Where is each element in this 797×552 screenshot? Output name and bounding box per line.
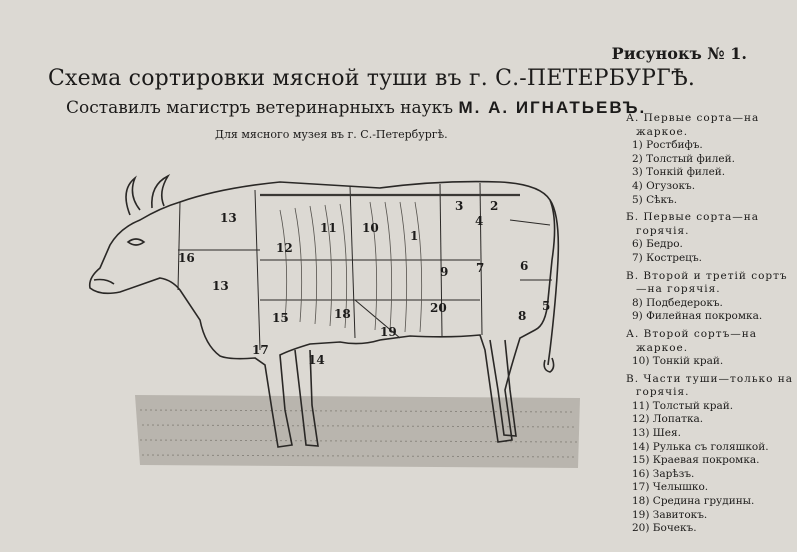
region-label: 13: [220, 211, 237, 225]
region-label: 6: [520, 259, 529, 273]
region-label: 18: [334, 307, 351, 321]
legend-item: 20) Бочекъ.: [632, 522, 697, 535]
region-label: 20: [430, 301, 447, 315]
ground: [135, 395, 580, 468]
page-title: Схема сортировки мясной туши въ г. С.-ПЕТЕРБУРГѢ.: [48, 66, 696, 91]
legend-item: 1) Ростбифъ.: [632, 139, 703, 152]
region-label: 8: [518, 309, 527, 323]
region-label: 2: [490, 199, 499, 213]
legend-item: 15) Краевая покромка.: [632, 454, 760, 467]
region-label: 14: [308, 353, 325, 367]
region-labels: [178, 199, 550, 367]
legend-heading: Б. Первые сорта—на горячія.: [626, 211, 760, 237]
cow-diagram: [80, 150, 590, 480]
legend-heading: В. Второй и третій сортъ—на горячія.: [626, 269, 788, 296]
legend-group: [626, 211, 796, 265]
legend-item: 18) Средина грудины.: [632, 495, 755, 508]
region-label: 15: [272, 311, 289, 325]
subtitle-prefix: Составилъ магистръ ветеринарныхъ наукъ: [66, 98, 454, 118]
legend-heading: А. Первые сорта—на жаркое.: [626, 112, 760, 138]
region-label: 10: [362, 221, 379, 235]
legend-item: 2) Толстый филей.: [632, 152, 735, 165]
legend-group: [626, 112, 796, 207]
region-label: 4: [475, 214, 484, 228]
legend-group: [626, 270, 796, 324]
legend-heading: В. Части туши—только на горячія.: [626, 372, 794, 399]
legend-item: 9) Филейная покромка.: [632, 310, 763, 323]
legend: [626, 108, 796, 536]
region-label: 17: [252, 343, 269, 357]
region-label: 19: [380, 325, 397, 339]
region-label: 1: [410, 229, 419, 243]
legend-item: 4) Огузокъ.: [632, 179, 696, 192]
legend-group: [626, 373, 796, 536]
region-label: 5: [542, 299, 551, 313]
legend-item: 12) Лопатка.: [632, 413, 704, 426]
region-label: 9: [440, 265, 449, 279]
museum-note: Для мясного музея въ г. С.-Петербургѣ.: [215, 128, 448, 141]
author-name: М. А. ИГНАТЬЕВЪ.: [458, 98, 647, 117]
region-label: 3: [455, 199, 464, 213]
legend-item: 17) Челышко.: [632, 481, 709, 494]
region-label: 11: [320, 221, 337, 235]
legend-item: 14) Рулька съ голяшкой.: [632, 440, 769, 453]
legend-item: 16) Зарѣзъ.: [632, 467, 695, 480]
legend-item: 19) Завитокъ.: [632, 508, 708, 521]
legend-item: 7) Кострецъ.: [632, 251, 702, 264]
legend-item: 3) Тонкій филей.: [632, 166, 726, 179]
legend-heading: А. Второй сортъ—на жаркое.: [626, 327, 758, 354]
legend-item: 11) Толстый край.: [632, 399, 734, 412]
legend-item: 6) Бедро.: [632, 238, 683, 251]
legend-group: [626, 328, 796, 369]
legend-item: 13) Шея.: [632, 427, 681, 440]
figure-label: Рисунокъ № 1.: [611, 44, 747, 63]
region-label: 16: [178, 251, 195, 265]
page-subtitle: [66, 98, 646, 118]
region-label: 12: [276, 241, 293, 255]
legend-item: 8) Подбедерокъ.: [632, 296, 723, 309]
legend-item: 5) Сѣкъ.: [632, 193, 678, 206]
region-label: 7: [476, 261, 485, 275]
region-label: 13: [212, 279, 229, 293]
legend-item: 10) Тонкій край.: [632, 355, 724, 368]
